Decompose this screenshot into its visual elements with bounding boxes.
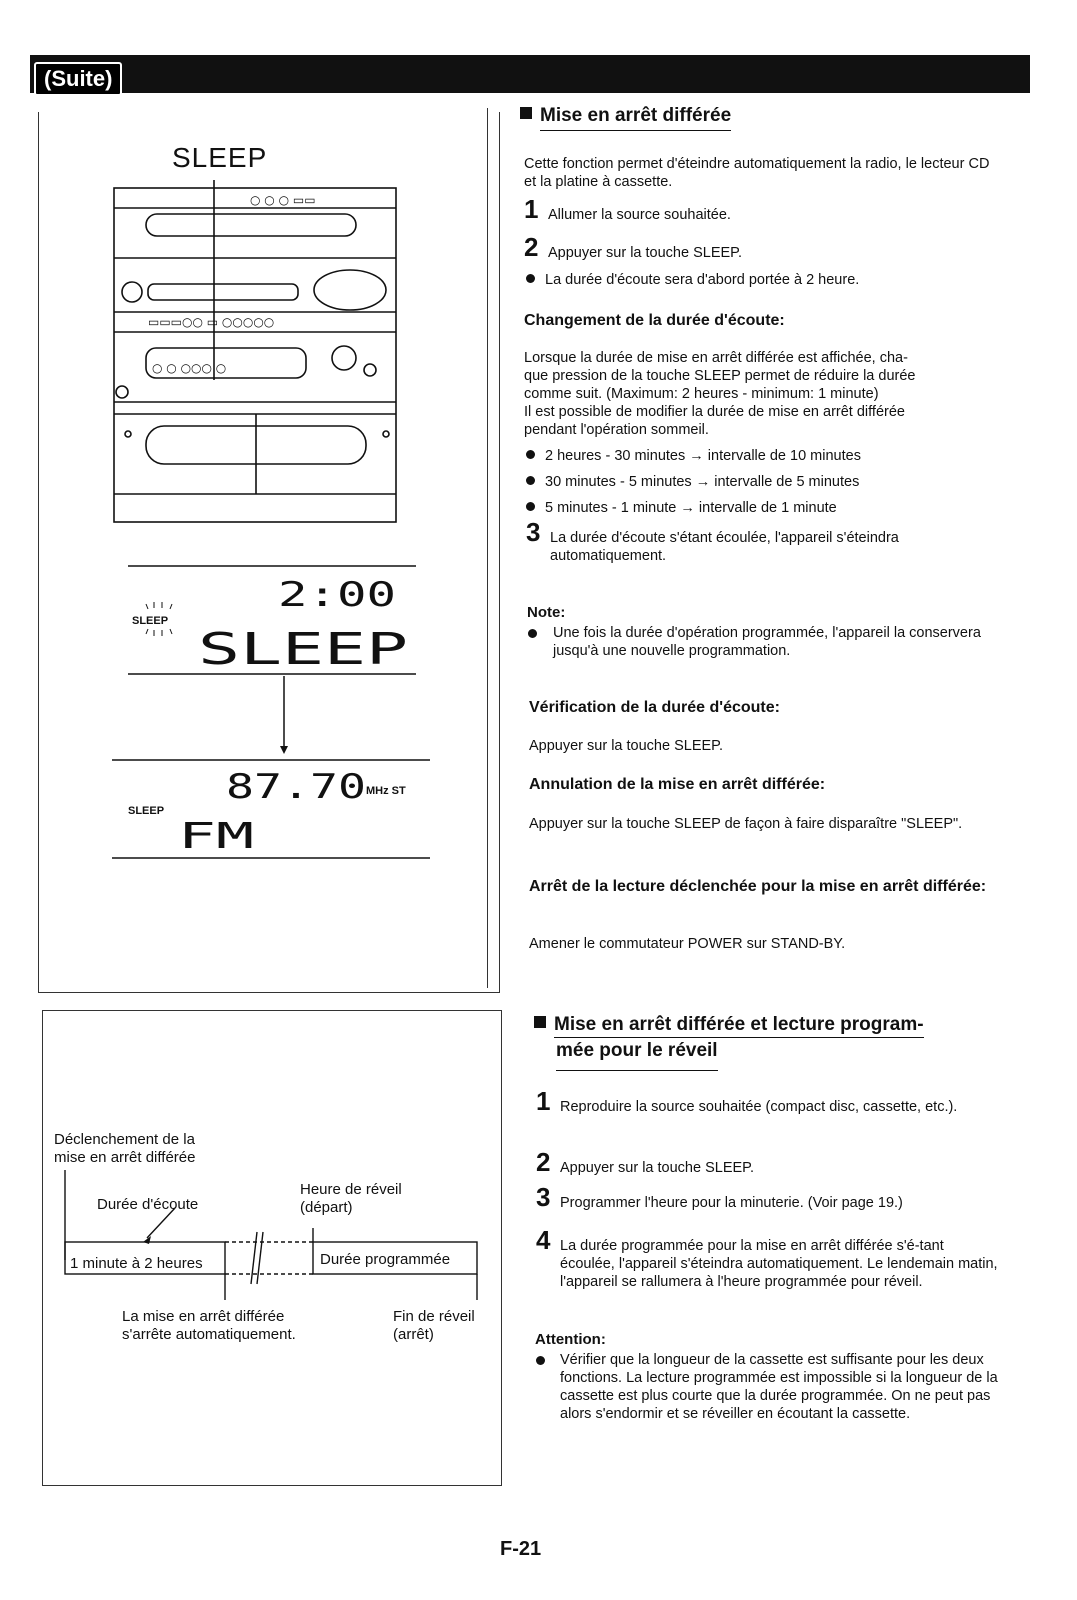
change-duration-line: Il est possible de modifier la durée de mise en arrêt différée	[524, 404, 905, 420]
display-text: SLEEP	[198, 624, 408, 675]
section1-step1: 1 Allumer la source souhaitée.	[524, 206, 1000, 224]
verify-heading: Vérification de la durée d'écoute:	[529, 699, 780, 716]
square-bullet-icon	[534, 1016, 546, 1028]
svg-text:▭▭▭○○ ▭ ○○○○○: ▭▭▭○○ ▭ ○○○○○	[148, 315, 275, 329]
stop-text: Amener le commutateur POWER sur STAND-BY.	[529, 936, 846, 952]
bullet-icon	[528, 629, 537, 638]
change-duration-text	[524, 349, 1000, 439]
bullet-icon	[536, 1356, 545, 1365]
note-label: Note:	[527, 604, 566, 621]
section2-title-line1: Mise en arrêt différée et lecture program-	[554, 1014, 924, 1038]
cancel-text: Appuyer sur la touche SLEEP de façon à faire disparaître "SLEEP".	[529, 816, 963, 832]
section2-heading	[534, 1012, 1004, 1071]
bullet-icon	[526, 274, 535, 283]
section1-heading	[520, 105, 731, 127]
radio-display	[112, 758, 432, 862]
change-duration-line: que pression de la touche SLEEP permet de réduire la durée	[524, 368, 916, 384]
note	[528, 624, 998, 660]
header-label: (Suite)	[34, 62, 122, 96]
section1-intro: Cette fonction permet d'éteindre automatiquement la radio, le lecteur CD et la platine à cassette.	[524, 156, 990, 190]
timeline-duration-label: Durée d'écoute	[97, 1196, 199, 1213]
display-unit: MHz ST	[366, 785, 406, 797]
section2-step4: 4 La durée programmée pour la mise en arrêt différée s'é-tant écoulée, l'appareil s'éteindra automatiquement. Le lendemain matin, l'appareil se rallumera à l'heure programmée pour réveil.	[536, 1225, 998, 1290]
section2-step3: 3 Programmer l'heure pour la minuterie. (Voir page 19.)	[536, 1194, 998, 1212]
page-number: F-21	[500, 1538, 542, 1560]
section2-step3-text: Programmer l'heure pour la minuterie. (Voir page 19.)	[560, 1195, 903, 1211]
display-time: 2:00	[278, 575, 396, 615]
display-band: FM	[178, 816, 254, 857]
interval-bullet	[526, 499, 1002, 517]
down-arrow-icon	[276, 676, 292, 756]
stop-heading: Arrêt de la lecture déclenchée pour la mise en arrêt différée:	[529, 878, 987, 895]
header-bar	[30, 55, 1030, 93]
timeline-wake-label: Heure de réveil (départ)	[300, 1181, 402, 1216]
section1-step2-text: Appuyer sur la touche SLEEP.	[548, 245, 742, 261]
interval-bullet	[526, 473, 1002, 491]
display2-sleep-indicator: SLEEP	[128, 805, 165, 817]
column-separator	[487, 108, 488, 988]
svg-text:○ ○ ○○○ ○: ○ ○ ○○○ ○	[152, 361, 227, 375]
sleep-button-label: SLEEP	[172, 142, 268, 173]
section1-bullet1	[526, 271, 1002, 289]
section2-step1: 1 Reproduire la source souhaitée (compact disc, cassette, etc.).	[536, 1098, 998, 1116]
section2-step4-text: La durée programmée pour la mise en arrêt différée s'é-tant écoulée, l'appareil s'éteindra automatiquement. Le lendemain matin, l'appareil se rallumera à l'heure programmée pour réveil.	[560, 1238, 998, 1290]
interval-bullet-text: 2 heures - 30 minutes → intervalle de 10 minutes	[545, 448, 861, 464]
section1-title: Mise en arrêt différée	[540, 105, 731, 131]
interval-bullet-text: 30 minutes - 5 minutes → intervalle de 5 minutes	[545, 474, 860, 490]
timeline-start-label: Déclenchement de la mise en arrêt différée	[54, 1131, 196, 1166]
attention-label: Attention:	[535, 1331, 606, 1348]
section1-step2: 2 Appuyer sur la touche SLEEP.	[524, 244, 1000, 262]
interval-bullet-text: 5 minutes - 1 minute → intervalle de 1 minute	[545, 500, 837, 516]
verify-text: Appuyer sur la touche SLEEP.	[529, 738, 723, 754]
section2-title-line2: mée pour le réveil	[556, 1038, 718, 1071]
cancel-heading: Annulation de la mise en arrêt différée:	[529, 776, 826, 793]
interval-bullet	[526, 447, 1002, 465]
timeline-end-wake-label: Fin de réveil (arrêt)	[393, 1308, 475, 1343]
attention	[536, 1351, 998, 1423]
section1-bullet1-text: La durée d'écoute sera d'abord portée à 2 heure.	[545, 272, 860, 288]
change-duration-heading: Changement de la durée d'écoute:	[524, 312, 785, 329]
timeline-diagram	[55, 1170, 495, 1320]
svg-text:○ ○ ○ ▭▭: ○ ○ ○ ▭▭	[250, 193, 316, 207]
change-duration-line: comme suit. (Maximum: 2 heures - minimum: 1 minute)	[524, 386, 879, 402]
attention-text: Vérifier que la longueur de la cassette est suffisante pour les deux fonctions. La lecture programmée est impossible si la longueur de la cassette est plus courte que la durée programmée. On ne peut pas alors s'endormir et se réveiller en écoutant la cassette.	[560, 1352, 998, 1422]
bullet-icon	[526, 476, 535, 485]
bullet-icon	[526, 502, 535, 511]
square-bullet-icon	[520, 107, 532, 119]
section2-step2-text: Appuyer sur la touche SLEEP.	[560, 1160, 754, 1176]
change-duration-line: pendant l'opération sommeil.	[524, 422, 709, 438]
change-duration-line: Lorsque la durée de mise en arrêt différée est affichée, cha-	[524, 350, 908, 366]
timeline-box-wake: Durée programmée	[320, 1251, 451, 1268]
timeline-box-sleep: 1 minute à 2 heures	[70, 1255, 203, 1272]
bullet-icon	[526, 450, 535, 459]
display-sleep-indicator: SLEEP	[132, 615, 169, 627]
sleep-display	[128, 564, 418, 676]
section2-step1-text: Reproduire la source souhaitée (compact disc, cassette, etc.).	[560, 1099, 958, 1115]
timeline-end-sleep-label: La mise en arrêt différée s'arrête automatiquement.	[122, 1308, 296, 1343]
section1-step1-text: Allumer la source souhaitée.	[548, 207, 731, 223]
display-frequency: 87.70	[226, 767, 366, 807]
section2-step2: 2 Appuyer sur la touche SLEEP.	[536, 1159, 998, 1177]
stereo-illustration	[110, 180, 410, 530]
section1-step3-text: La durée d'écoute s'étant écoulée, l'appareil s'éteindra automatiquement.	[550, 530, 899, 564]
section1-step3: 3 La durée d'écoute s'étant écoulée, l'appareil s'éteindra automatiquement.	[526, 529, 1000, 565]
note-text: Une fois la durée d'opération programmée, l'appareil la conservera jusqu'à une nouvelle programmation.	[553, 625, 981, 659]
